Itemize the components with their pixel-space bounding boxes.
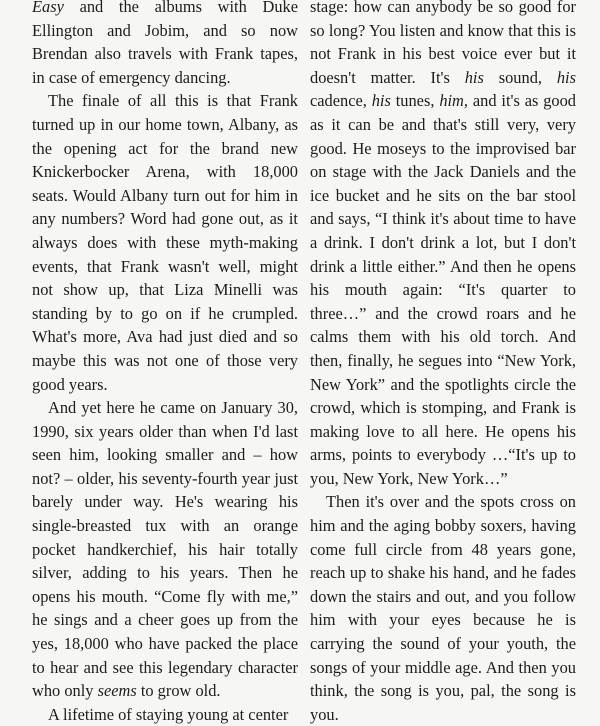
left-paragraph-3-text-b: to grow old. [136, 681, 221, 701]
left-paragraph-1 [32, 0, 298, 89]
emphasis-his-2: his [556, 67, 576, 87]
right-paragraph-1-text-5: and it's as good as it can be and that's still very, very good. He moseys to the improvised bar on stage with the Jack Daniels and the ice bucket and he sits on the bar stool and says, “I think it's about time to have a drink. I don't drink a lot, but I don't drink a little either.” And then he opens his mouth again: “It's quarter to three…” and the crowd roars and he calms them with his old torch. And then, finally, he segues into “New York, New York” and the spotlights circle the crowd, which is stomping, and Frank is making love to all here. He opens his arms, points to everybody …“It's up to you, New York, New York…” [310, 91, 576, 488]
emphasis-his-1: his [464, 67, 484, 87]
emphasis-seems: seems [97, 681, 137, 701]
right-paragraph-1-text-3: cadence, [310, 91, 372, 111]
left-paragraph-1-text: and the albums with Duke Ellington and Jobim, and so now Brendan also travels with Frank tapes, in case of emergency dancing. [32, 0, 298, 87]
left-column [32, 0, 298, 724]
left-paragraph-4: A lifetime of staying young at center [48, 704, 289, 724]
right-paragraph-1-text-2: sound, [483, 67, 557, 87]
right-column [310, 0, 576, 724]
album-title-easy: Easy [32, 0, 64, 16]
left-paragraph-2: The finale of all this is that Frank turned up in our home town, Albany, as the opening act for the brand new Knickerbocker Arena, with 18,000 seats. Would Albany turn out for him in any numbers? Word had gone out, as it always does with these myth-making events, that Frank wasn't well, might not show up, that Liza Minelli was standing by to go on if he crumpled. What's more, Ava had just died and so maybe this was not one of those very good years. [32, 91, 298, 394]
left-paragraph-3 [32, 396, 298, 703]
right-paragraph-2: Then it's over and the spots cross on him and the aging bobby soxers, having come full circle from 48 years gone, reach up to shake his hand, and he fades down the stairs and out, and you follow him with your eyes because he is carrying the sound of your youth, the songs of your middle age. And then you think, the song is you, pal, the song is you. [310, 492, 576, 724]
right-paragraph-1-text-4: tunes, [390, 91, 440, 111]
emphasis-his-3: his [371, 91, 391, 111]
left-paragraph-3-text-a: And yet here he came on January 30, 1990, six years older than when I'd last seen him, looking smaller and – how not? – older, his seventy-fourth year just barely under way. He's wearing his single-breasted tux with an orange pocket handkerchief, his hair totally silver, adding to his years. Then he opens his mouth. “Come fly with me,” he sings and a cheer goes up from the yes, 18,000 who have packed the place to hear and see this legendary character who only [32, 398, 298, 701]
right-paragraph-1 [310, 0, 576, 490]
right-paragraph-1-text-1: stage: how can anybody be so good for so long? You listen and know that this is not Frank in his best voice ever but it doesn't matter. It's [310, 0, 576, 87]
emphasis-him: him, [439, 91, 468, 111]
